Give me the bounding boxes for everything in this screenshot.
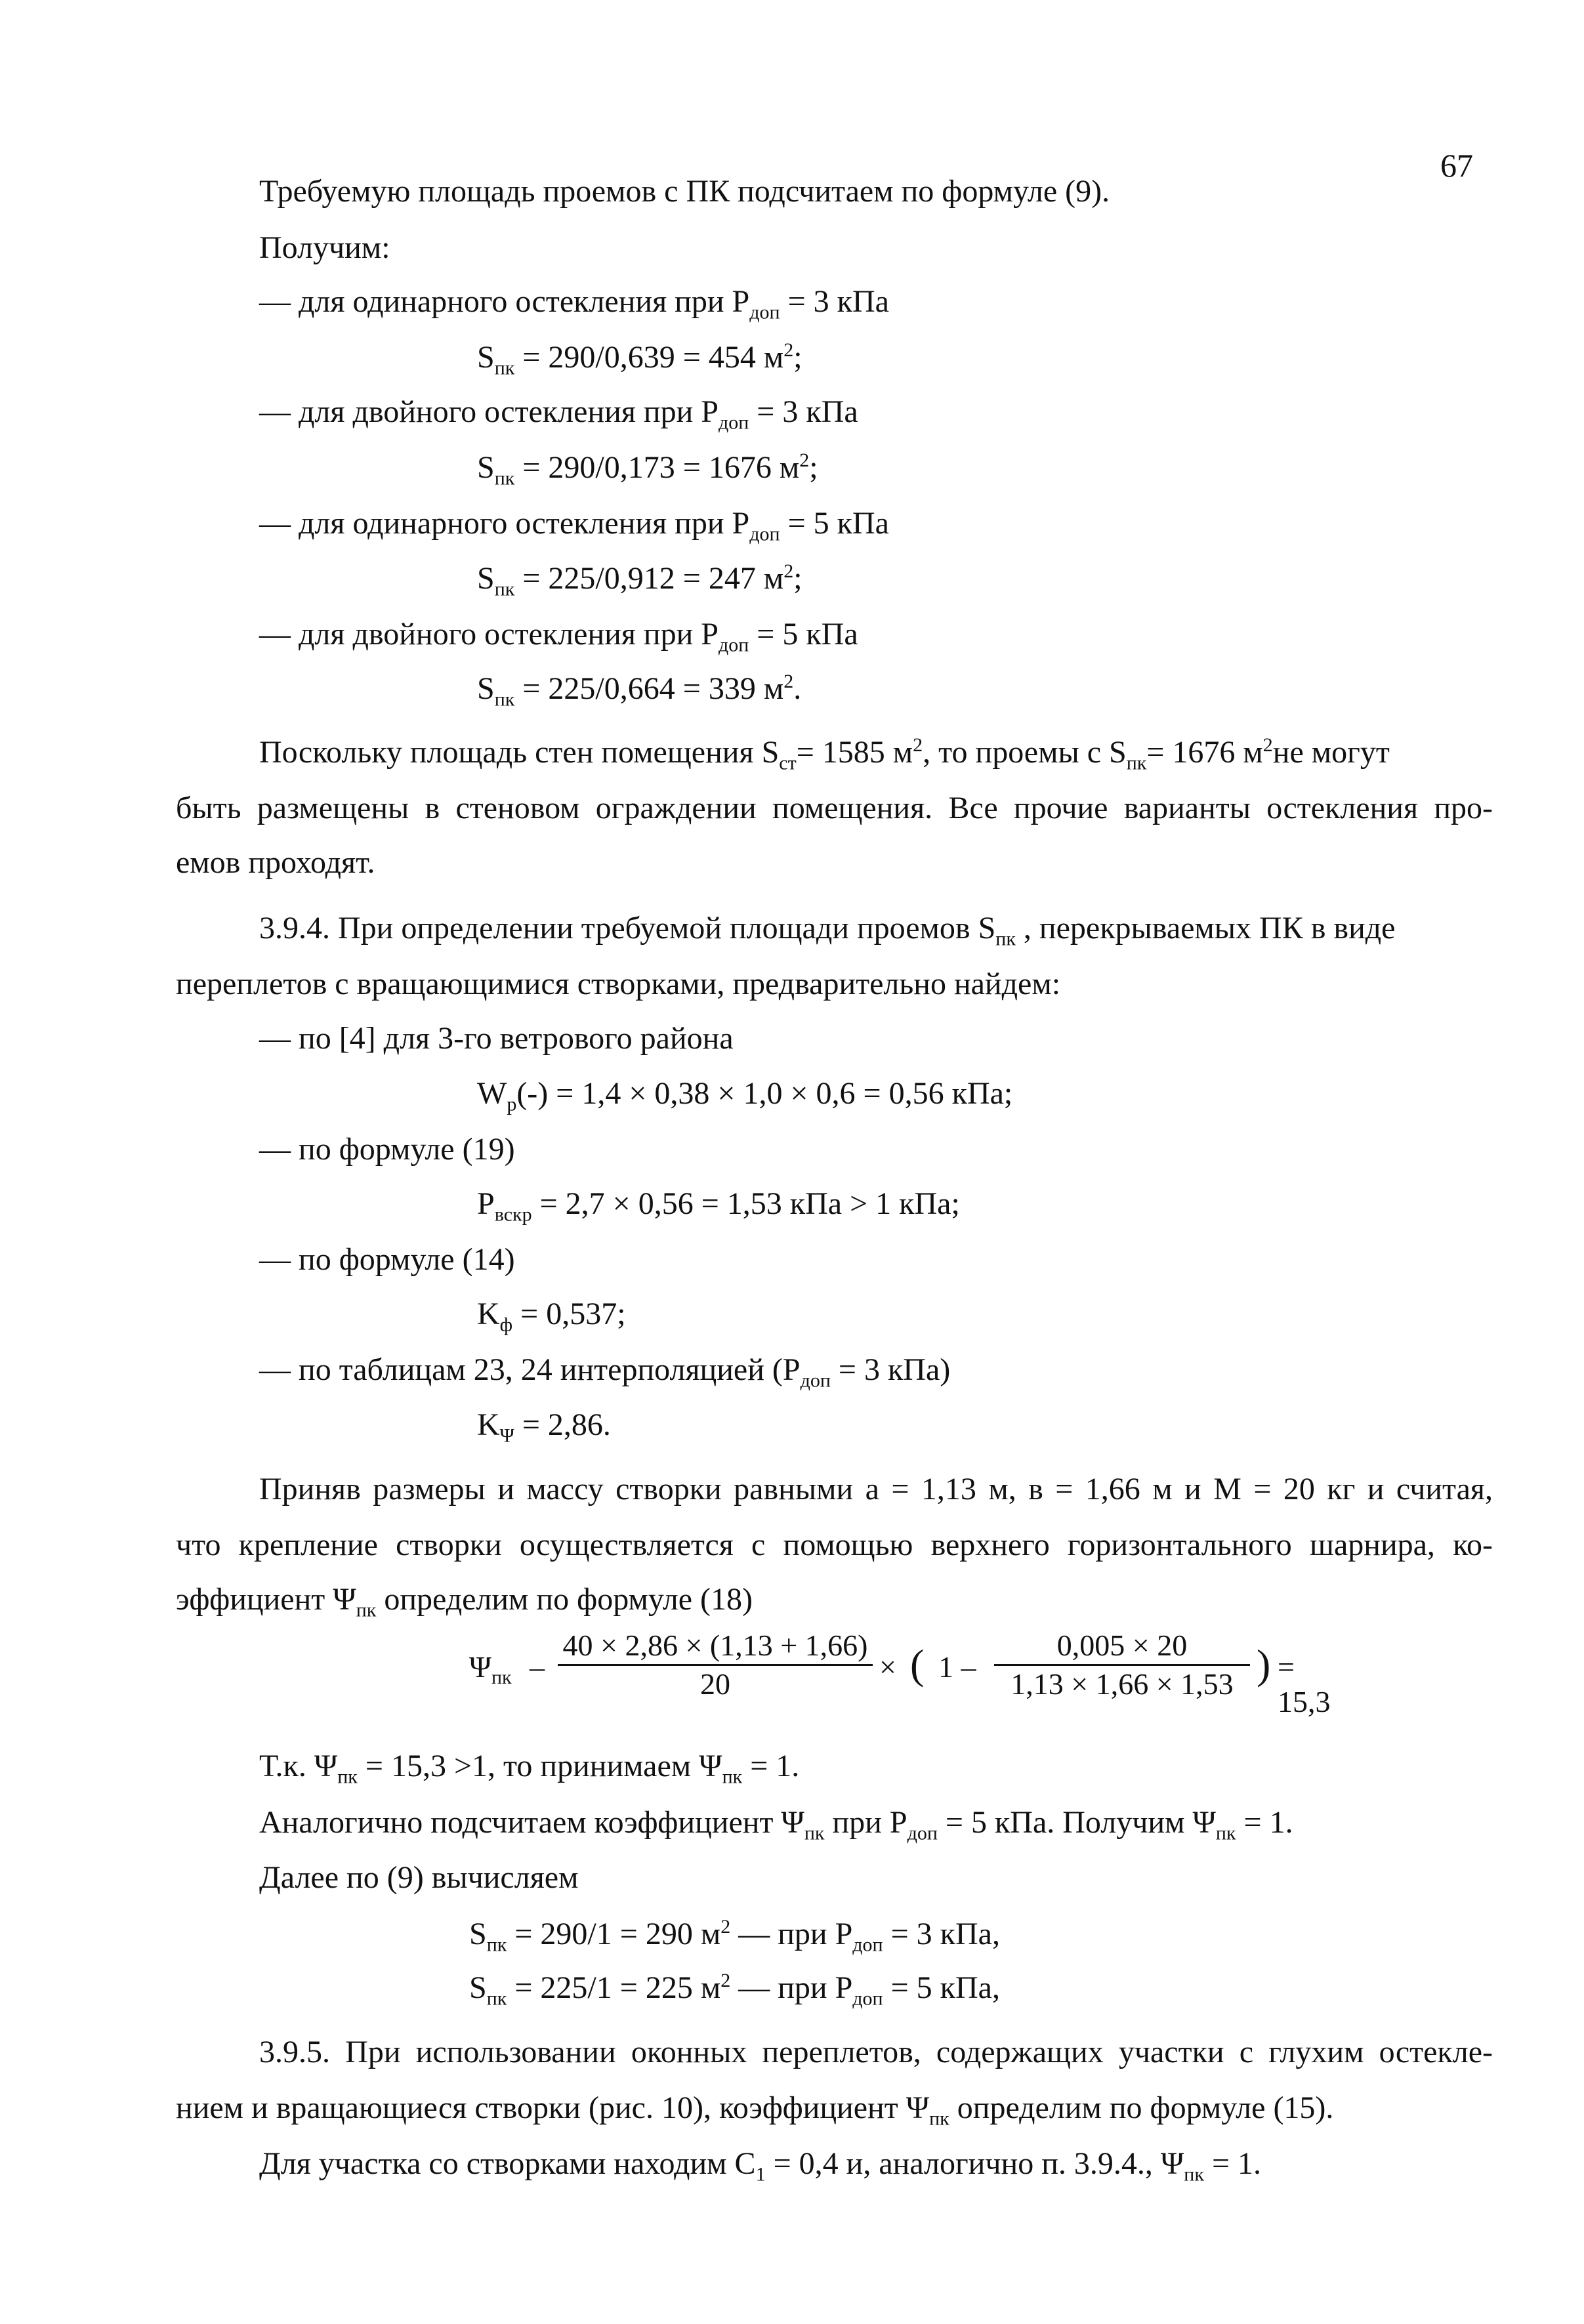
subscript: пк: [494, 688, 515, 711]
superscript: 2: [720, 1970, 731, 1991]
line-section-c1: [259, 2144, 1261, 2184]
paragraph-2-line-1: [259, 909, 1395, 948]
subscript: доп: [718, 634, 749, 656]
subscript: пк: [486, 1987, 507, 2010]
subscript: пк: [995, 928, 1016, 950]
text: = 1.: [1203, 2146, 1262, 2181]
text: S: [477, 450, 495, 485]
text: — по таблицам 23, 24 интерполяцией (Р: [259, 1352, 801, 1387]
text: 3.9.4. При определении требуемой площади проемов S: [259, 911, 996, 945]
text: — при Р: [730, 1917, 853, 1951]
text: = 3 кПа,: [883, 1917, 1000, 1951]
denominator-1: 20: [700, 1667, 730, 1701]
line-by-ref-4: — по [4] для 3-го ветрового района: [259, 1021, 734, 1056]
line-then: Далее по (9) вычисляем: [259, 1860, 579, 1895]
fraction-1: [558, 1627, 873, 1703]
text: = 225/0,912 = 247 м: [514, 561, 784, 596]
text: = 5 кПа: [749, 617, 858, 652]
paragraph-3-line-3: [176, 1580, 753, 1619]
line-result-1: [477, 338, 802, 377]
line-case-3: [259, 504, 889, 543]
text: нием и вращающиеся створки (рис. 10), коэффициент Ψ: [176, 2090, 930, 2125]
fraction-2: [994, 1627, 1250, 1703]
text: — для двойного остекления при Р: [259, 617, 719, 652]
subscript: пк: [337, 1766, 358, 1788]
formula-operator: –: [530, 1650, 545, 1684]
psi-subscript: пк: [491, 1667, 512, 1689]
text: W: [477, 1076, 507, 1111]
text: K: [477, 1407, 500, 1442]
text: = 225/0,664 = 339 м: [514, 671, 784, 706]
text: , перекрываемых ПК в виде: [1015, 911, 1396, 945]
paragraph-3-line-1: Приняв размеры и массу створки равными а = 1,13 м, в = 1,66 м и М = 20 кг и считая,: [259, 1472, 1493, 1506]
text: P: [477, 1186, 495, 1221]
left-paren: (: [910, 1641, 925, 1688]
psi-symbol: [469, 1650, 512, 1689]
text: при Р: [824, 1805, 907, 1840]
page-number: 67: [1440, 147, 1473, 184]
text: определим по формуле (18): [376, 1582, 753, 1617]
text: — для двойного остекления при Р: [259, 394, 719, 429]
text: ;: [809, 450, 818, 485]
text: S: [477, 561, 495, 596]
text: — для одинарного остекления при Р: [259, 506, 750, 541]
text: S: [477, 671, 495, 706]
right-paren: ): [1257, 1641, 1271, 1688]
line-kpsi: [477, 1405, 611, 1445]
subscript: Ψ: [499, 1424, 514, 1447]
formula-18: [469, 1627, 1331, 1719]
subscript: пк: [494, 578, 515, 600]
subscript: пк: [1184, 2163, 1204, 2186]
paragraph-4-line-1: 3.9.5. При использовании оконных переплетов, содержащих участки с глухим остекле-: [259, 2035, 1493, 2069]
denominator-2: 1,13 × 1,66 × 1,53: [1011, 1667, 1234, 1701]
superscript: 2: [783, 560, 794, 582]
text: = 2,86.: [514, 1407, 611, 1442]
subscript: пк: [356, 1599, 377, 1621]
superscript: 2: [783, 339, 794, 361]
subscript: пк: [929, 2107, 949, 2130]
formula-result: = 15,3: [1278, 1650, 1331, 1718]
line-since: [259, 1747, 799, 1786]
text: K: [477, 1297, 500, 1331]
subscript: пк: [804, 1822, 825, 1844]
text: = 3 кПа): [830, 1352, 951, 1387]
subscript: вскр: [494, 1203, 532, 1226]
numerator-1: 40 × 2,86 × (1,13 + 1,66): [562, 1629, 868, 1662]
paragraph-2-line-2: переплетов с вращающимися створками, предварительно найдем:: [176, 966, 1061, 1001]
subscript: доп: [749, 301, 780, 323]
line-get: [259, 228, 390, 268]
line-case-4: [259, 615, 858, 654]
subscript: доп: [852, 1934, 883, 1956]
text: = 5 кПа,: [883, 1970, 1000, 2005]
text: = 5 кПа: [780, 506, 889, 541]
text: = 15,3 >1, то принимаем Ψ: [357, 1749, 722, 1783]
text: (-) = 1,4 × 0,38 × 1,0 × 0,6 = 0,56 кПа;: [516, 1076, 1013, 1111]
text: = 3 кПа: [749, 394, 858, 429]
text: S: [469, 1970, 487, 2005]
text: ;: [793, 340, 802, 375]
subscript: пк: [494, 357, 515, 379]
line-similarly: [259, 1803, 1293, 1842]
text: = 290/0,639 = 454 м: [514, 340, 784, 375]
subscript: доп: [852, 1987, 883, 2010]
subscript: пк: [722, 1766, 743, 1788]
text: Получим:: [259, 230, 390, 265]
line-result-3: [477, 559, 802, 598]
text: S: [477, 340, 495, 375]
paragraph-1-line-1: [259, 733, 1493, 772]
superscript: 2: [783, 671, 794, 692]
line-case-2: [259, 392, 858, 432]
text: Требуемую площадь проемов с ПК подсчитаем по формуле (9).: [259, 174, 1110, 209]
text: = 290/0,173 = 1676 м: [514, 450, 800, 485]
subscript: доп: [907, 1822, 938, 1844]
subscript: пк: [494, 467, 515, 489]
text: = 2,7 × 0,56 = 1,53 кПа > 1 кПа;: [531, 1186, 960, 1221]
text: = 290/1 = 290 м: [507, 1917, 721, 1951]
text: = 1.: [1236, 1805, 1293, 1840]
line-result-4: [477, 669, 801, 709]
subscript: 1: [755, 2163, 766, 2186]
superscript: 2: [799, 449, 810, 471]
subscript: доп: [749, 523, 780, 545]
text: = 225/1 = 225 м: [507, 1970, 721, 2005]
text: S: [469, 1917, 487, 1951]
text: определим по формуле (15).: [949, 2090, 1334, 2125]
line-by-formula-19: — по формуле (19): [259, 1132, 515, 1167]
paragraph-1-line-3: емов проходят.: [176, 845, 375, 880]
line-result-5: [469, 1915, 1000, 1954]
text: — при Р: [730, 1970, 853, 2005]
text: Поскольку площадь стен помещения $S_{ст}= 1585$ $м^2$, то проемы с $S_{пк}= 1676$ $м^2не$ могут: [259, 734, 1390, 774]
line-result-6: [469, 1968, 1000, 2008]
multiply-sign: ×: [879, 1650, 896, 1684]
text: = 0,4 и, аналогично п. 3.9.4., Ψ: [765, 2146, 1184, 2181]
line-by-formula-14: — по формуле (14): [259, 1242, 515, 1277]
paragraph-3-line-2: что крепление створки осуществляется с помощью верхнего горизонтального шарнира, ко-: [176, 1527, 1493, 1562]
numerator-2: 0,005 × 20: [1056, 1629, 1188, 1662]
subscript: пк: [486, 1934, 507, 1956]
one-minus: 1 –: [938, 1650, 976, 1684]
text: — для одинарного остекления при Р: [259, 284, 750, 319]
text: ;: [793, 561, 802, 596]
line-case-1: [259, 282, 889, 322]
superscript: 2: [720, 1916, 731, 1938]
text: Т.к. Ψ: [259, 1749, 338, 1783]
text: .: [793, 671, 802, 706]
paragraph-1-line-2: быть размещены в стеновом ограждении помещения. Все прочие варианты остекления про-: [176, 791, 1493, 825]
line-pvskr: [477, 1184, 960, 1224]
text: = 5 кПа. Получим Ψ: [937, 1805, 1216, 1840]
text: Для участка со створками находим С: [259, 2146, 756, 2181]
subscript: p: [507, 1093, 517, 1115]
line-wp: [477, 1074, 1012, 1113]
line-intro: [259, 172, 1110, 211]
line-result-2: [477, 448, 818, 488]
text: = 0,537;: [512, 1297, 626, 1331]
text: эффициент Ψ: [176, 1582, 356, 1617]
line-by-tables: [259, 1350, 950, 1390]
subscript: ф: [499, 1314, 513, 1336]
subscript: пк: [1215, 1822, 1236, 1844]
text: Аналогично подсчитаем коэффициент Ψ: [259, 1805, 804, 1840]
line-kf: [477, 1295, 626, 1334]
subscript: доп: [800, 1369, 831, 1392]
psi-letter: Ψ: [469, 1650, 491, 1684]
text: = 3 кПа: [780, 284, 889, 319]
subscript: доп: [718, 411, 749, 434]
text: = 1.: [742, 1749, 800, 1783]
paragraph-4-line-2: [176, 2088, 1333, 2128]
